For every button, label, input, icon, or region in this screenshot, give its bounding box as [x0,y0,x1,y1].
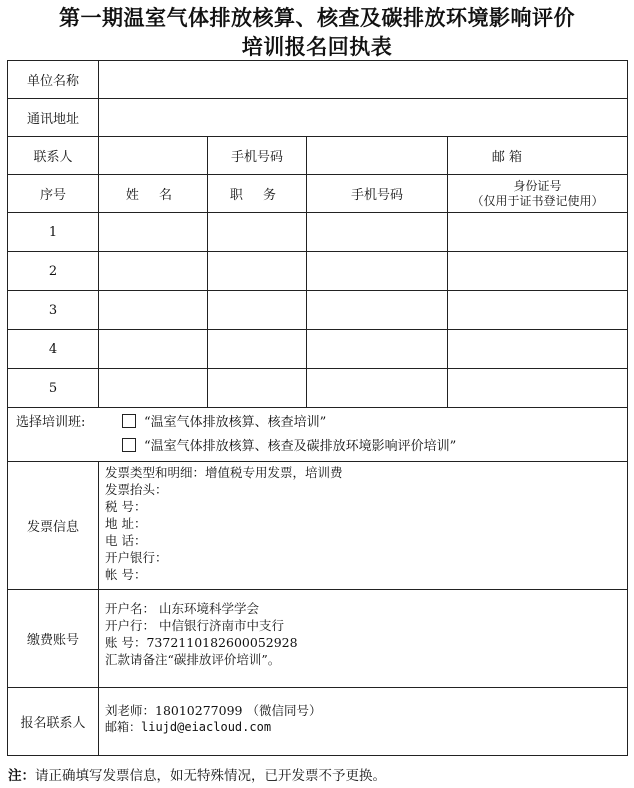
registration-contact-phone: 刘老师：18010277099 （微信同号） [105,703,322,718]
payment-line: 开户名： 山东环境科学学会 [105,601,259,616]
training-label: 选择培训班: [16,414,86,430]
unit-name-field[interactable] [99,61,628,99]
address-field[interactable] [99,99,628,137]
invoice-line: 帐 号： [105,567,147,582]
header-name: 姓 名 [99,175,208,213]
invoice-details [99,462,628,590]
row-position-field[interactable] [208,330,307,369]
row-position-field[interactable] [208,369,307,408]
header-idcard [448,175,628,213]
registration-form-table [7,60,628,756]
payment-line: 汇款请备注“碳排放评价培训”。 [105,652,281,667]
row-mobile-field[interactable] [307,369,448,408]
payment-line: 账 号：7372110182600052928 [105,635,298,650]
payment-details [99,590,628,688]
row-mobile-field[interactable] [307,213,448,252]
invoice-line: 税 号： [105,499,147,514]
registration-contact-label: 报名联系人 [8,688,99,756]
row-seq: 5 [8,369,99,408]
row-idcard-field[interactable] [448,213,628,252]
invoice-line: 发票抬头： [105,482,168,497]
training-option1-checkbox[interactable] [122,414,136,428]
row-mobile-field[interactable] [307,330,448,369]
address-label: 通讯地址 [8,99,99,137]
footer-note [8,764,386,784]
invoice-label: 发票信息 [8,462,99,590]
form-title-line2: 培训报名回执表 [241,34,393,59]
header-idcard-title: 身份证号 [513,178,562,193]
row-mobile-field[interactable] [307,252,448,291]
row-mobile-field[interactable] [307,291,448,330]
mobile-field[interactable] [307,137,448,175]
row-seq: 4 [8,330,99,369]
note-text: 请正确填写发票信息，如无特殊情况，已开发票不予更换。 [35,768,386,784]
invoice-line: 发票类型和明细：增值税专用发票，培训费 [105,465,343,480]
row-idcard-field[interactable] [448,252,628,291]
postcode-cell[interactable] [448,137,628,175]
payment-label: 缴费账号 [8,590,99,688]
header-idcard-note: （仅用于证书登记使用） [471,193,604,208]
row-idcard-field[interactable] [448,369,628,408]
invoice-line: 开户银行： [105,550,168,565]
row-position-field[interactable] [208,252,307,291]
training-option2-checkbox[interactable] [122,438,136,452]
row-seq: 2 [8,252,99,291]
header-mobile: 手机号码 [307,175,448,213]
training-option2-label: “温室气体排放核算、核查及碳排放环境影响评价培训” [144,438,457,454]
header-seq: 序号 [8,175,99,213]
invoice-line: 地 址： [105,516,147,531]
registration-contact-email: 邮箱：liujd@eiacloud.com [105,720,272,734]
header-position: 职 务 [208,175,307,213]
invoice-line: 电 话： [105,533,147,548]
row-name-field[interactable] [99,330,208,369]
row-name-field[interactable] [99,213,208,252]
postcode-label: 邮 箱 [491,150,522,165]
unit-name-label: 单位名称 [8,61,99,99]
row-name-field[interactable] [99,252,208,291]
payment-line: 开户行： 中信银行济南市中支行 [105,618,284,633]
contact-field[interactable] [99,137,208,175]
contact-label: 联系人 [8,137,99,175]
row-position-field[interactable] [208,213,307,252]
registration-contact-details [99,688,628,756]
row-seq: 1 [8,213,99,252]
training-selection [8,408,628,462]
row-seq: 3 [8,291,99,330]
row-name-field[interactable] [99,369,208,408]
row-name-field[interactable] [99,291,208,330]
form-title-line1: 第一期温室气体排放核算、核查及碳排放环境影响评价 [59,5,575,30]
note-prefix: 注： [8,768,35,784]
mobile-label: 手机号码 [208,137,307,175]
row-idcard-field[interactable] [448,291,628,330]
row-idcard-field[interactable] [448,330,628,369]
training-option1-label: “温室气体排放核算、核查培训” [144,414,327,430]
row-position-field[interactable] [208,291,307,330]
